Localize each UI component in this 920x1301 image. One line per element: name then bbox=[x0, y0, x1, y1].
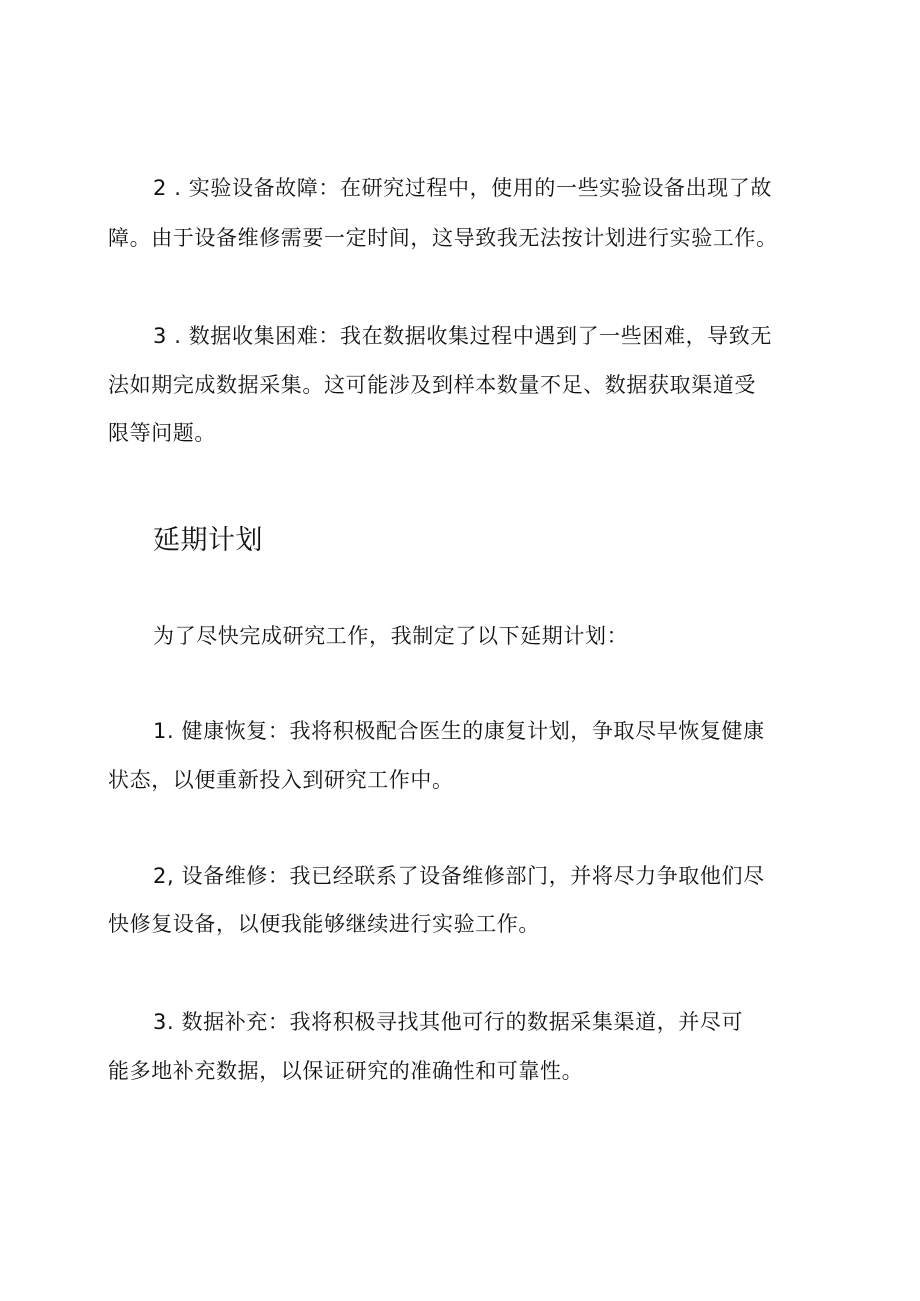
paragraph-line: 状态，以便重新投入到研究工作中。 bbox=[108, 768, 454, 792]
paragraph-line: 法如期完成数据采集。这可能涉及到样本数量不足、数据获取渠道受 bbox=[108, 373, 756, 397]
paragraph-line: 限等问题。 bbox=[108, 421, 216, 445]
paragraph-line: 3 . 数据收集困难：我在数据收集过程中遇到了一些困难，导致无 bbox=[153, 324, 772, 348]
paragraph-line: 2 . 实验设备故障：在研究过程中，使用的一些实验设备出现了故 bbox=[153, 176, 772, 200]
paragraph-line: 障。由于设备维修需要一定时间，这导致我无法按计划进行实验工作。 bbox=[108, 226, 778, 250]
paragraph-line: 2, 设备维修：我已经联系了设备维修部门，并将尽力争取他们尽 bbox=[153, 864, 765, 888]
paragraph-line: 快修复设备，以便我能够继续进行实验工作。 bbox=[108, 912, 540, 936]
paragraph-line: 3. 数据补充：我将积极寻找其他可行的数据采集渠道，并尽可 bbox=[153, 1010, 744, 1034]
paragraph-line: 1. 健康恢复：我将积极配合医生的康复计划，争取尽早恢复健康 bbox=[153, 719, 765, 743]
paragraph-line: 能多地补充数据，以保证研究的准确性和可靠性。 bbox=[108, 1059, 584, 1083]
intro-paragraph: 为了尽快完成研究工作，我制定了以下延期计划： bbox=[153, 624, 629, 648]
section-heading: 延期计划 bbox=[153, 525, 263, 556]
